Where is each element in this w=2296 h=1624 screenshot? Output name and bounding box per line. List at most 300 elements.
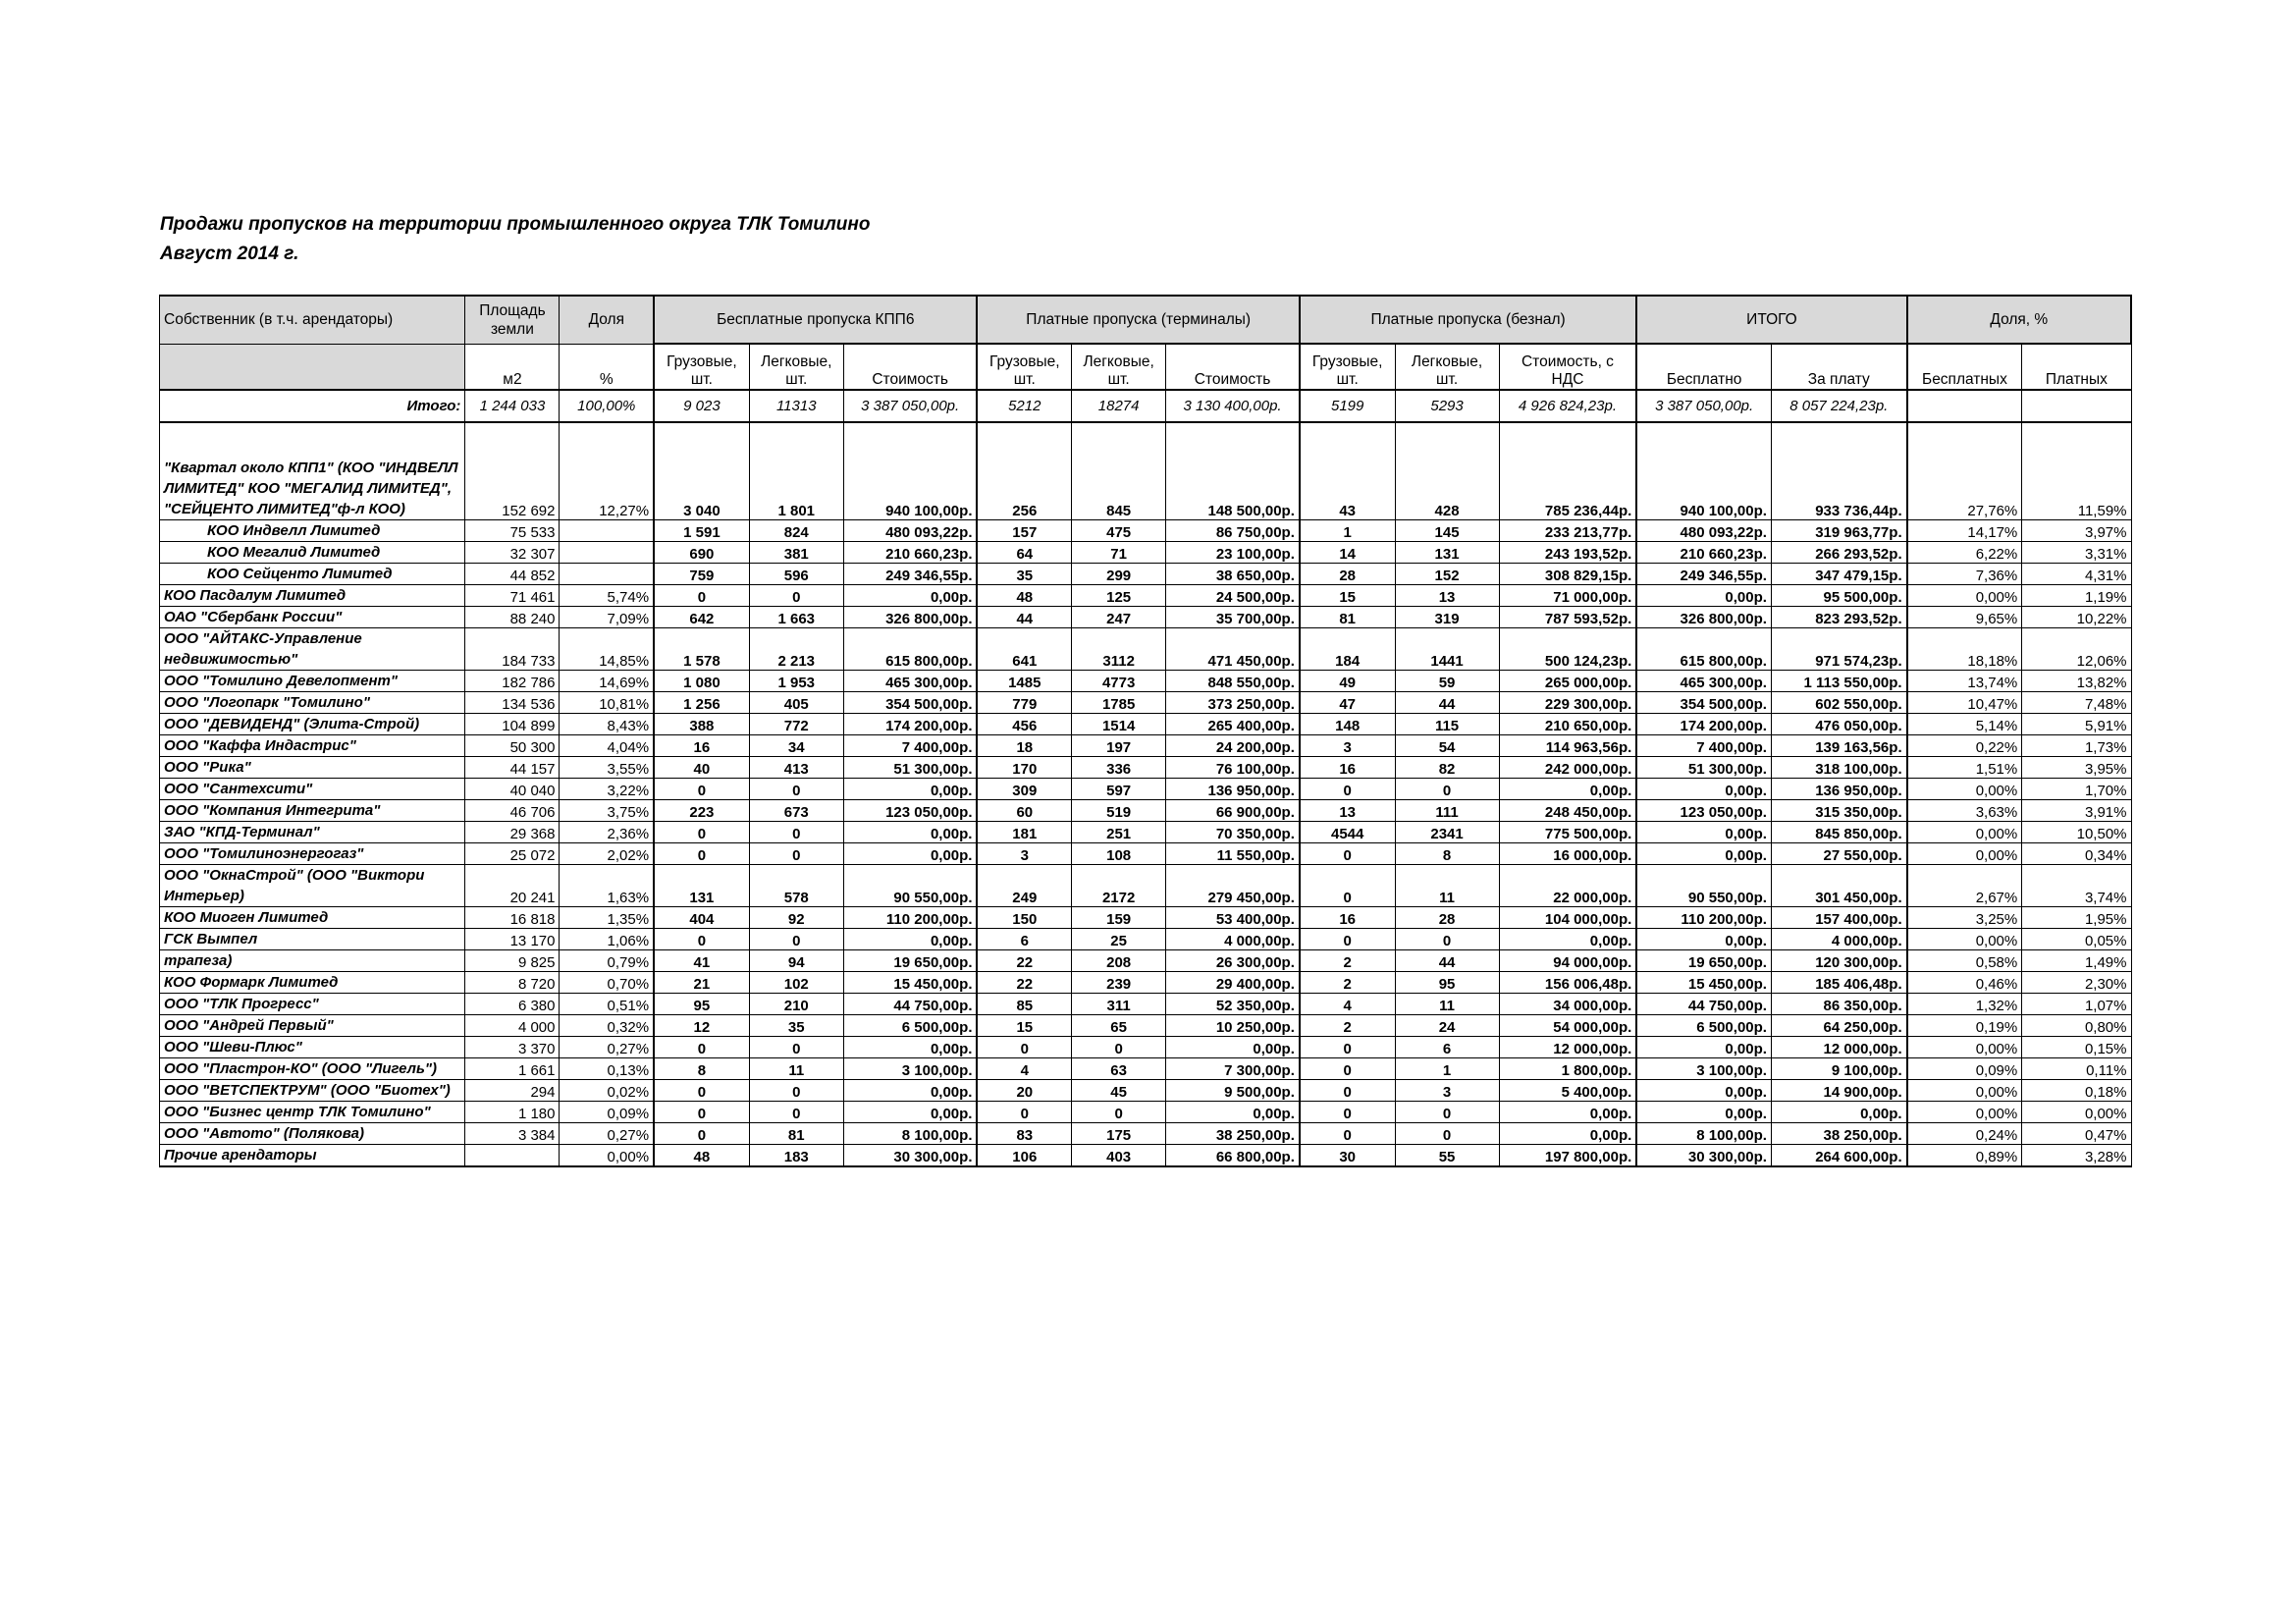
table-cell: 0 <box>654 1037 749 1058</box>
table-cell: 319 <box>1395 607 1499 628</box>
owner-name: КОО Пасдалум Лимитед <box>160 585 465 607</box>
owner-name: ООО "Томилиноэнергогаз" <box>160 843 465 865</box>
table-cell: 3,25% <box>1907 907 2022 929</box>
owner-name: КОО Миоген Лимитед <box>160 907 465 929</box>
table-cell: 3,28% <box>2022 1145 2131 1167</box>
table-cell <box>560 520 654 542</box>
table-cell: 44 <box>977 607 1071 628</box>
owner-name: ООО "ВЕТСПЕКТРУМ" (ООО "Биотех") <box>160 1080 465 1102</box>
table-cell: 102 <box>749 972 843 994</box>
table-cell: 16 000,00р. <box>1499 843 1636 865</box>
total-cell: 5199 <box>1300 390 1395 422</box>
table-cell: 10,22% <box>2022 607 2131 628</box>
table-cell: 845 850,00р. <box>1771 822 1906 843</box>
table-row <box>160 671 2132 692</box>
table-cell: 174 200,00р. <box>1636 714 1771 735</box>
table-cell: 0,00р. <box>1636 822 1771 843</box>
table-cell: 933 736,44р. <box>1771 422 1906 520</box>
table-cell: 6,22% <box>1907 542 2022 564</box>
table-row <box>160 950 2132 972</box>
table-cell: 0 <box>749 779 843 800</box>
table-cell: 0,00р. <box>1499 929 1636 950</box>
table-cell: 8 720 <box>465 972 560 994</box>
table-cell: 29 400,00р. <box>1166 972 1300 994</box>
owner-name: ООО "Сантехсити" <box>160 779 465 800</box>
table-cell: 0 <box>977 1037 1071 1058</box>
table-cell: 3 384 <box>465 1123 560 1145</box>
table-cell: 60 <box>977 800 1071 822</box>
table-cell: 15 <box>1300 585 1395 607</box>
table-cell: 247 <box>1072 607 1166 628</box>
table-cell: 1,70% <box>2022 779 2131 800</box>
table-cell: 347 479,15р. <box>1771 564 1906 585</box>
table-cell: 15 450,00р. <box>843 972 977 994</box>
table-cell: 0 <box>749 585 843 607</box>
owner-name: КОО Сейценто Лимитед <box>160 564 465 585</box>
table-cell: 3 <box>1300 735 1395 757</box>
table-cell: 3 <box>1395 1080 1499 1102</box>
table-cell: 615 800,00р. <box>843 628 977 671</box>
table-cell: 4 000 <box>465 1015 560 1037</box>
table-cell: 110 200,00р. <box>843 907 977 929</box>
header-paid-cashless: Платные пропуска (безнал) <box>1300 296 1636 344</box>
table-cell: 0,00р. <box>1499 779 1636 800</box>
table-cell: 18,18% <box>1907 628 2022 671</box>
table-cell: 0,05% <box>2022 929 2131 950</box>
table-cell: 108 <box>1072 843 1166 865</box>
table-cell: 3 100,00р. <box>1636 1058 1771 1080</box>
table-cell: 1514 <box>1072 714 1166 735</box>
table-cell: 354 500,00р. <box>1636 692 1771 714</box>
table-cell: 239 <box>1072 972 1166 994</box>
table-cell: 7,09% <box>560 607 654 628</box>
table-cell: 1,19% <box>2022 585 2131 607</box>
table-cell: 971 574,23р. <box>1771 628 1906 671</box>
table-cell: 940 100,00р. <box>843 422 977 520</box>
table-cell: 0,27% <box>560 1123 654 1145</box>
table-cell: 0 <box>1300 1102 1395 1123</box>
table-cell <box>560 564 654 585</box>
table-cell: 3,31% <box>2022 542 2131 564</box>
owner-name: ООО "АЙТАКС-Управление недвижимостью" <box>160 628 465 671</box>
total-cell: 4 926 824,23р. <box>1499 390 1636 422</box>
sub-header-cell: Стоимость, с НДС <box>1499 344 1636 390</box>
table-cell: 75 533 <box>465 520 560 542</box>
table-row <box>160 714 2132 735</box>
total-cell: 9 023 <box>654 390 749 422</box>
table-cell: 152 <box>1395 564 1499 585</box>
table-cell: 210 660,23р. <box>1636 542 1771 564</box>
table-cell: 13,74% <box>1907 671 2022 692</box>
table-row <box>160 1080 2132 1102</box>
table-cell: 81 <box>749 1123 843 1145</box>
table-cell: 24 <box>1395 1015 1499 1037</box>
table-cell: 115 <box>1395 714 1499 735</box>
table-cell: 0 <box>1072 1037 1166 1058</box>
owner-name: ООО "Рика" <box>160 757 465 779</box>
sub-header-cell: Легковые, шт. <box>1072 344 1166 390</box>
table-cell: 1,73% <box>2022 735 2131 757</box>
table-cell: 3,74% <box>2022 865 2131 907</box>
table-cell: 615 800,00р. <box>1636 628 1771 671</box>
table-cell: 229 300,00р. <box>1499 692 1636 714</box>
table-cell: 25 072 <box>465 843 560 865</box>
table-cell: 1,06% <box>560 929 654 950</box>
table-cell: 71 461 <box>465 585 560 607</box>
header-owner: Собственник (в т.ч. арендаторы) <box>160 296 465 344</box>
table-cell: 15 450,00р. <box>1636 972 1771 994</box>
table-cell: 88 240 <box>465 607 560 628</box>
table-row <box>160 564 2132 585</box>
total-cell: 5212 <box>977 390 1071 422</box>
table-cell: 3,91% <box>2022 800 2131 822</box>
report-period: Август 2014 г. <box>160 244 299 264</box>
total-cell: 8 057 224,23р. <box>1771 390 1906 422</box>
table-cell: 0,80% <box>2022 1015 2131 1037</box>
table-cell: 86 750,00р. <box>1166 520 1300 542</box>
table-row <box>160 972 2132 994</box>
table-cell: 413 <box>749 757 843 779</box>
table-cell: 319 963,77р. <box>1771 520 1906 542</box>
table-cell: 64 250,00р. <box>1771 1015 1906 1037</box>
table-cell: 123 050,00р. <box>843 800 977 822</box>
table-cell: 0,00р. <box>843 1037 977 1058</box>
table-cell: 95 <box>1395 972 1499 994</box>
table-cell: 104 899 <box>465 714 560 735</box>
table-cell: 824 <box>749 520 843 542</box>
table-cell: 1 113 550,00р. <box>1771 671 1906 692</box>
table-cell: 3 040 <box>654 422 749 520</box>
table-cell: 0 <box>654 1080 749 1102</box>
table-cell: 125 <box>1072 585 1166 607</box>
table-cell: 7,48% <box>2022 692 2131 714</box>
table-cell: 83 <box>977 1123 1071 1145</box>
table-cell: 0 <box>1300 929 1395 950</box>
table-cell: 3 100,00р. <box>843 1058 977 1080</box>
owner-name: ООО "Автото" (Полякова) <box>160 1123 465 1145</box>
table-row <box>160 1102 2132 1123</box>
table-cell: 35 <box>977 564 1071 585</box>
table-cell: 4,04% <box>560 735 654 757</box>
table-cell: 90 550,00р. <box>843 865 977 907</box>
table-cell: 14 <box>1300 542 1395 564</box>
table-cell: 785 236,44р. <box>1499 422 1636 520</box>
table-cell: 15 <box>977 1015 1071 1037</box>
table-cell: 1 578 <box>654 628 749 671</box>
table-cell: 1,49% <box>2022 950 2131 972</box>
header-paid-terminals: Платные пропуска (терминалы) <box>977 296 1299 344</box>
table-cell: 9 100,00р. <box>1771 1058 1906 1080</box>
table-cell: 32 307 <box>465 542 560 564</box>
sub-header-cell: Стоимость <box>843 344 977 390</box>
table-cell: 159 <box>1072 907 1166 929</box>
group-header-row <box>160 296 2132 344</box>
table-cell: 251 <box>1072 822 1166 843</box>
table-cell: 157 <box>977 520 1071 542</box>
table-cell: 14,85% <box>560 628 654 671</box>
owner-name: ГСК Вымпел <box>160 929 465 950</box>
table-cell: 0 <box>1395 779 1499 800</box>
table-cell: 1 953 <box>749 671 843 692</box>
table-cell: 845 <box>1072 422 1166 520</box>
table-cell: 0,00р. <box>1636 1037 1771 1058</box>
table-cell: 4 <box>1300 994 1395 1015</box>
table-cell: 0,24% <box>1907 1123 2022 1145</box>
table-cell: 265 400,00р. <box>1166 714 1300 735</box>
table-cell: 38 250,00р. <box>1166 1123 1300 1145</box>
table-cell: 16 818 <box>465 907 560 929</box>
table-cell: 2,67% <box>1907 865 2022 907</box>
table-row <box>160 907 2132 929</box>
table-cell: 11,59% <box>2022 422 2131 520</box>
table-cell: 1,07% <box>2022 994 2131 1015</box>
table-cell: 44 157 <box>465 757 560 779</box>
table-cell: 174 200,00р. <box>843 714 977 735</box>
table-cell: 8 <box>654 1058 749 1080</box>
table-cell: 19 650,00р. <box>1636 950 1771 972</box>
owner-name: Прочие арендаторы <box>160 1145 465 1167</box>
table-cell: 256 <box>977 422 1071 520</box>
table-cell: 6 500,00р. <box>1636 1015 1771 1037</box>
table-cell: 13,82% <box>2022 671 2131 692</box>
table-cell: 1,95% <box>2022 907 2131 929</box>
table-cell: 210 660,23р. <box>843 542 977 564</box>
table-cell: 315 350,00р. <box>1771 800 1906 822</box>
sub-header-cell: Бесплатно <box>1636 344 1771 390</box>
table-cell: 299 <box>1072 564 1166 585</box>
table-cell: 2,36% <box>560 822 654 843</box>
table-cell: 12,06% <box>2022 628 2131 671</box>
header-area-label: Площадь земли <box>479 301 546 338</box>
table-cell: 156 006,48р. <box>1499 972 1636 994</box>
table-cell: 0,00р. <box>843 585 977 607</box>
table-cell: 1,35% <box>560 907 654 929</box>
table-cell: 210 <box>749 994 843 1015</box>
table-cell: 13 <box>1300 800 1395 822</box>
table-row <box>160 865 2132 907</box>
table-cell: 11 550,00р. <box>1166 843 1300 865</box>
table-cell: 388 <box>654 714 749 735</box>
table-cell: 208 <box>1072 950 1166 972</box>
table-cell: 131 <box>1395 542 1499 564</box>
table-cell: 185 406,48р. <box>1771 972 1906 994</box>
total-cell: 1 244 033 <box>465 390 560 422</box>
total-cell: 5293 <box>1395 390 1499 422</box>
table-cell: 3 370 <box>465 1037 560 1058</box>
table-cell: 381 <box>749 542 843 564</box>
table-cell: 38 250,00р. <box>1771 1123 1906 1145</box>
table-cell: 480 093,22р. <box>1636 520 1771 542</box>
header-area <box>465 296 560 344</box>
sub-header-cell: За плату <box>1771 344 1906 390</box>
table-cell: 26 300,00р. <box>1166 950 1300 972</box>
table-cell: 3112 <box>1072 628 1166 671</box>
table-cell: 2 213 <box>749 628 843 671</box>
table-cell: 0 <box>977 1102 1071 1123</box>
table-cell: 243 193,52р. <box>1499 542 1636 564</box>
table-cell: 0,13% <box>560 1058 654 1080</box>
owner-name: ООО "Шеви-Плюс" <box>160 1037 465 1058</box>
table-cell: 44 <box>1395 950 1499 972</box>
table-cell: 24 500,00р. <box>1166 585 1300 607</box>
table-cell: 4,31% <box>2022 564 2131 585</box>
total-cell: 3 387 050,00р. <box>1636 390 1771 422</box>
table-cell: 848 550,00р. <box>1166 671 1300 692</box>
table-row <box>160 929 2132 950</box>
table-row <box>160 692 2132 714</box>
table-row <box>160 1015 2132 1037</box>
table-cell: 2,02% <box>560 843 654 865</box>
sub-header-cell <box>160 344 465 390</box>
table-cell: 43 <box>1300 422 1395 520</box>
table-cell: 0,00р. <box>1636 929 1771 950</box>
table-cell: 4 <box>977 1058 1071 1080</box>
table-cell: 0,46% <box>1907 972 2022 994</box>
table-cell: 0,00р. <box>1636 843 1771 865</box>
table-cell: 27 550,00р. <box>1771 843 1906 865</box>
table-cell: 28 <box>1300 564 1395 585</box>
table-cell: 7 300,00р. <box>1166 1058 1300 1080</box>
table-cell: 404 <box>654 907 749 929</box>
table-cell: 0,00р. <box>843 929 977 950</box>
sub-header-cell: Легковые, шт. <box>1395 344 1499 390</box>
table-cell: 0,00% <box>1907 779 2022 800</box>
table-cell: 0 <box>654 822 749 843</box>
table-cell: 95 500,00р. <box>1771 585 1906 607</box>
table-row <box>160 1058 2132 1080</box>
table-cell: 1441 <box>1395 628 1499 671</box>
table-cell: 0,00р. <box>843 779 977 800</box>
table-cell: 21 <box>654 972 749 994</box>
table-cell: 181 <box>977 822 1071 843</box>
table-cell: 0,02% <box>560 1080 654 1102</box>
table-cell: 46 706 <box>465 800 560 822</box>
table-cell: 0 <box>749 822 843 843</box>
table-cell: 183 <box>749 1145 843 1167</box>
table-cell: 53 400,00р. <box>1166 907 1300 929</box>
table-cell: 1 800,00р. <box>1499 1058 1636 1080</box>
table-cell: 0 <box>1300 779 1395 800</box>
table-cell: 16 <box>1300 907 1395 929</box>
table-cell: 0,51% <box>560 994 654 1015</box>
table-cell: 0 <box>654 929 749 950</box>
table-cell: 249 346,55р. <box>1636 564 1771 585</box>
table-cell: 10,81% <box>560 692 654 714</box>
table-cell: 0,00р. <box>1499 1123 1636 1145</box>
table-cell: 326 800,00р. <box>843 607 977 628</box>
table-cell: 50 300 <box>465 735 560 757</box>
owner-name: ООО "Компания Интегрита" <box>160 800 465 822</box>
table-cell: 24 200,00р. <box>1166 735 1300 757</box>
owner-name: "Квартал около КПП1" (КОО "ИНДВЕЛЛ ЛИМИТЕД" КОО "МЕГАЛИД ЛИМИТЕД", "СЕЙЦЕНТО ЛИМИТЕД"ф-л КОО) <box>160 422 465 520</box>
table-cell: 0,00р. <box>1636 1102 1771 1123</box>
table-cell: 2,30% <box>2022 972 2131 994</box>
table-cell: 249 <box>977 865 1071 907</box>
table-cell: 642 <box>654 607 749 628</box>
table-cell: 0,79% <box>560 950 654 972</box>
table-cell: 6 380 <box>465 994 560 1015</box>
table-cell: 0 <box>749 1102 843 1123</box>
table-cell: 51 300,00р. <box>1636 757 1771 779</box>
table-cell: 248 450,00р. <box>1499 800 1636 822</box>
table-row <box>160 822 2132 843</box>
table-cell: 1 <box>1395 1058 1499 1080</box>
table-cell: 120 300,00р. <box>1771 950 1906 972</box>
table-cell: 0,00% <box>1907 843 2022 865</box>
table-cell: 264 600,00р. <box>1771 1145 1906 1167</box>
table-cell: 249 346,55р. <box>843 564 977 585</box>
table-cell: 66 800,00р. <box>1166 1145 1300 1167</box>
header-free-kpp6: Бесплатные пропуска КПП6 <box>654 296 977 344</box>
table-cell: 157 400,00р. <box>1771 907 1906 929</box>
table-cell: 772 <box>749 714 843 735</box>
table-cell: 1 591 <box>654 520 749 542</box>
table-cell: 197 <box>1072 735 1166 757</box>
table-cell: 25 <box>1072 929 1166 950</box>
table-cell: 9 825 <box>465 950 560 972</box>
table-cell: 30 <box>1300 1145 1395 1167</box>
total-cell: 18274 <box>1072 390 1166 422</box>
sub-header-cell: м2 <box>465 344 560 390</box>
table-cell: 0 <box>1300 1058 1395 1080</box>
table-cell: 64 <box>977 542 1071 564</box>
owner-name: ООО "Каффа Индастрис" <box>160 735 465 757</box>
table-cell: 44 <box>1395 692 1499 714</box>
table-cell: 1 180 <box>465 1102 560 1123</box>
table-cell: 233 213,77р. <box>1499 520 1636 542</box>
table-cell: 10 250,00р. <box>1166 1015 1300 1037</box>
sub-header-row <box>160 344 2132 390</box>
table-cell: 0,00р. <box>1499 1102 1636 1123</box>
table-cell: 4773 <box>1072 671 1166 692</box>
table-cell: 14 900,00р. <box>1771 1080 1906 1102</box>
sub-header-cell: Грузовые, шт. <box>1300 344 1395 390</box>
table-cell: 3,63% <box>1907 800 2022 822</box>
table-cell: 40 <box>654 757 749 779</box>
table-cell: 0,27% <box>560 1037 654 1058</box>
total-cell: 3 387 050,00р. <box>843 390 977 422</box>
table-cell: 0 <box>654 585 749 607</box>
table-cell: 8 100,00р. <box>843 1123 977 1145</box>
table-row <box>160 779 2132 800</box>
table-cell: 92 <box>749 907 843 929</box>
table-cell: 22 <box>977 950 1071 972</box>
table-cell: 0,89% <box>1907 1145 2022 1167</box>
table-cell: 279 450,00р. <box>1166 865 1300 907</box>
table-cell: 49 <box>1300 671 1395 692</box>
table-cell: 403 <box>1072 1145 1166 1167</box>
table-cell: 3,55% <box>560 757 654 779</box>
table-cell: 19 650,00р. <box>843 950 977 972</box>
sub-header-cell: % <box>560 344 654 390</box>
table-cell: 0,00р. <box>1166 1037 1300 1058</box>
table-cell: 54 <box>1395 735 1499 757</box>
table-row <box>160 628 2132 671</box>
table-cell: 16 <box>654 735 749 757</box>
table-row <box>160 1145 2132 1167</box>
table-cell: 0,00% <box>1907 1037 2022 1058</box>
table-cell: 2 <box>1300 972 1395 994</box>
table-cell: 14,17% <box>1907 520 2022 542</box>
table-row <box>160 757 2132 779</box>
table-cell: 0 <box>1300 1080 1395 1102</box>
table-cell: 48 <box>977 585 1071 607</box>
table-cell: 471 450,00р. <box>1166 628 1300 671</box>
table-cell: 354 500,00р. <box>843 692 977 714</box>
table-cell: 465 300,00р. <box>843 671 977 692</box>
table-cell: 0 <box>654 779 749 800</box>
table-cell: 0 <box>1300 1123 1395 1145</box>
